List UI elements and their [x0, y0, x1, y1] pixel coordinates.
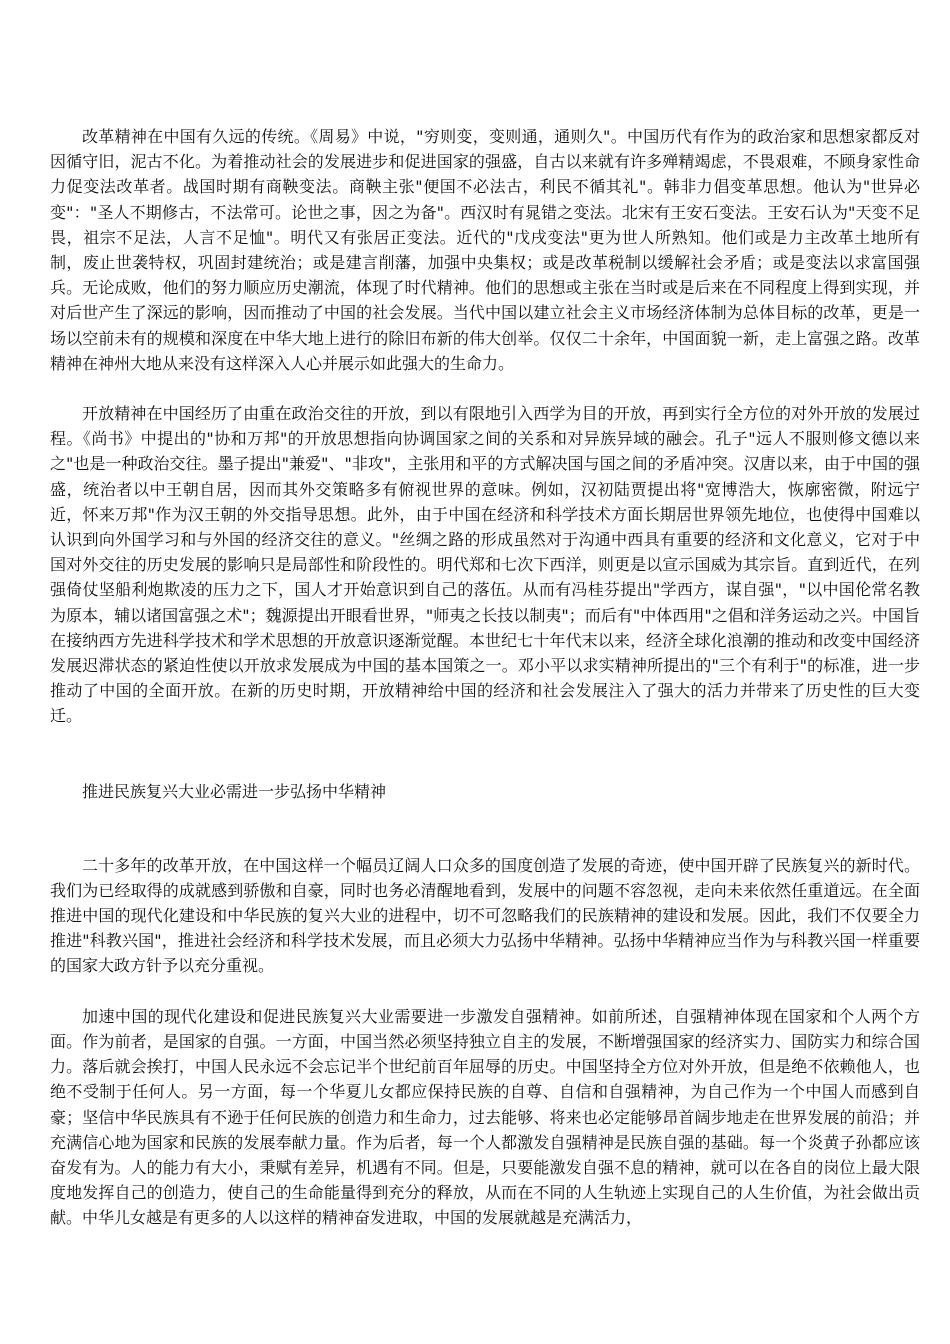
section-heading: 推进民族复兴大业必需进一步弘扬中华精神 — [82, 781, 387, 801]
paragraph-opening-spirit: 开放精神在中国经历了由重在政治交往的开放，到以有限地引入西学为目的开放，再到实行全方位的对外开放的发展过程。《尚书》中提出的"协和万邦"的开放思想指向协调国家之间的关系和对异族异域的融会。孔子"远人不服则修文德以来之"也是一种政治交往。墨子提出"兼爱"、"非攻"，主张用和平的方式解决国与国之间的矛盾冲突。汉唐以来，由于中国的强盛，统治者以中王朝自居，因而其外交策略多有俯视世界的意味。例如，汉初陆贾提出将"宽博浩大，恢廓密微，附远宁近，怀来万邦"作为汉王朝的外交指导思想。此外，由于中国在经济和科学技术方面长期居世界领先地位，也使得中国难以认识到向外国学习和与外国的经济交往的意义。"丝绸之路的形成虽然对于沟通中西具有重要的经济和文化意义，它对于中国对外交往的历史发展的影响只是局部性和阶段性的。明代郑和七次下西洋，则更是以宣示国威为其宗旨。直到近代，在列强倚仗坚船利炮欺凌的压力之下，国人才开始意识到自己的落伍。从而有冯桂芬提出"学西方，谋自强"，"以中国伦常名教为原本，辅以诸国富强之术"；魏源提出开眼看世界，"师夷之长技以制夷"；而后有"中体西用"之倡和洋务运动之兴。中国旨在接纳西方先进科学技术和学术思想的开放意识逐渐觉醒。本世纪七十年代末以来，经济全球化浪潮的推动和改变中国经济发展迟滞状态的紧迫性使以开放求发展成为中国的基本国策之一。邓小平以求实精神所提出的"三个有利于"的标准，进一步推动了中国的全面开放。在新的历史时期，开放精神给中国的经济和社会发展注入了强大的活力并带来了历史性的巨大变迁。 — [50, 404, 920, 726]
paragraph-reform-achievements: 二十多年的改革开放，在中国这样一个幅员辽阔人口众多的国度创造了发展的奇迹，使中国开辟了民族复兴的新时代。我们为已经取得的成就感到骄傲和自豪，同时也务必清醒地看到，发展中的问题不容忽视，走向未来依然任重道远。在全面推进中国的现代化建设和中华民族的复兴大业的进程中，切不可忽略我们的民族精神的建设和发展。因此，我们不仅要全力推进"科教兴国"，推进社会经济和科学技术发展，而且必须大力弘扬中华精神。弘扬中华精神应当作为与科教兴国一样重要的国家大政方针予以充分重视。 — [50, 855, 920, 976]
paragraph-self-strengthening: 加速中国的现代化建设和促进民族复兴大业需要进一步激发自强精神。如前所述，自强精神体现在国家和个人两个方面。作为前者，是国家的自强。一方面，中国当然必须坚持独立自主的发展，不断增强国家的经济实力、国防实力和综合国力。落后就会挨打，中国人民永远不会忘记半个世纪前百年屈辱的历史。中国坚持全方位对外开放，但是绝不依赖他人，也绝不受制于任何人。另一方面，每一个华夏儿女都应保持民族的自尊、自信和自强精神，为自己作为一个中国人而感到自豪；坚信中华民族具有不逊于任何民族的创造力和生命力，过去能够、将来也必定能够昂首阔步地走在世界发展的前沿；并充满信心地为国家和民族的发展奉献力量。作为后者，每一个人都激发自强精神是民族自强的基础。每一个炎黄子孙都应该奋发有为。人的能力有大小，秉赋有差异，机遇有不同。但是，只要能激发自强不息的精神，就可以在各自的岗位上最大限度地发挥自己的创造力，使自己的生命能量得到充分的释放，从而在不同的人生轨迹上实现自己的人生价值，为社会做出贡献。中华儿女越是有更多的人以这样的精神奋发进取，中国的发展就越是充满活力， — [50, 1006, 920, 1228]
paragraph-reform-spirit: 改革精神在中国有久远的传统。《周易》中说，"穷则变，变则通，通则久"。中国历代有作为的政治家和思想家都反对因循守旧，泥古不化。为着推动社会的发展进步和促进国家的强盛，自古以来就有许多殚精竭虑，不畏艰难，不顾身家性命力促变法改革者。战国时期有商鞅变法。商鞅主张"便国不必法古，利民不循其礼"。韩非力倡变革思想。他认为"世异必变"："圣人不期修古，不法常可。论世之事，因之为备"。西汉时有晁错之变法。北宋有王安石变法。王安石认为"天变不足畏，祖宗不足法，人言不足恤"。明代又有张居正变法。近代的"戊戌变法"更为世人所熟知。他们或是力主改革土地所有制，废止世袭特权，巩固封建统治；或是建言削藩，加强中央集权；或是改革税制以缓解社会矛盾；或是变法以求富国强兵。无论成败，他们的努力顺应历史潮流，体现了时代精神。他们的思想或主张在当时或是后来在不同程度上得到实现，并对后世产生了深远的影响，因而推动了中国的社会发展。当代中国以建立社会主义市场经济体制为总体目标的改革，更是一场以空前未有的规模和深度在中华大地上进行的除旧布新的伟大创举。仅仅二十余年，中国面貌一新，走上富强之路。改革精神在神州大地从来没有这样深入人心并展示如此强大的生命力。 — [50, 127, 920, 373]
document-body — [50, 124, 920, 1231]
